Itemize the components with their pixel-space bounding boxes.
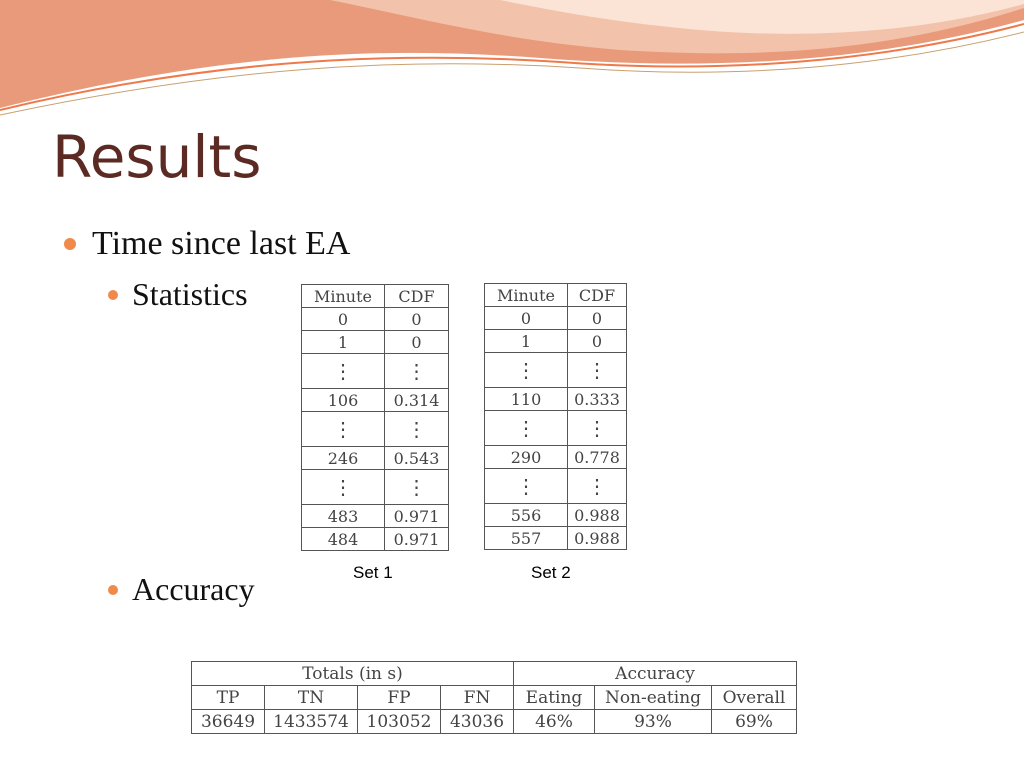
ellipsis-cell: ⋮ (385, 470, 449, 505)
ellipsis-cell: ⋮ (385, 354, 449, 389)
header-cell: TN (265, 686, 358, 710)
table-header-row (485, 284, 627, 307)
header-cell: FP (358, 686, 441, 710)
ellipsis-cell: ⋮ (302, 412, 385, 447)
cell: 0.333 (568, 388, 627, 411)
table-row (302, 389, 449, 412)
cell: 0 (568, 307, 627, 330)
bullet-accuracy (108, 571, 255, 608)
bullet-statistics-text: Statistics (132, 276, 248, 312)
cell: 106 (302, 389, 385, 412)
cell: 1 (302, 331, 385, 354)
bullet-dot-icon (64, 238, 76, 250)
cell: 0 (302, 308, 385, 331)
cdf-table-set1 (301, 284, 449, 551)
ellipsis-cell: ⋮ (485, 411, 568, 446)
table-row (302, 447, 449, 470)
cell: 0.778 (568, 446, 627, 469)
cell: 246 (302, 447, 385, 470)
table-row (485, 504, 627, 527)
cell: 69% (712, 710, 797, 734)
table-row (302, 505, 449, 528)
cell: 0 (385, 308, 449, 331)
table-row (302, 528, 449, 551)
bullet-dot-icon (108, 585, 118, 595)
table-row (485, 330, 627, 353)
cdf-table-set2 (484, 283, 627, 550)
ellipsis-cell: ⋮ (302, 354, 385, 389)
header-cell: Minute (485, 284, 568, 307)
caption-set2: Set 2 (531, 563, 571, 582)
cell: 0.971 (385, 505, 449, 528)
bullet-statistics (108, 276, 248, 313)
cell: 0 (385, 331, 449, 354)
ellipsis-cell: ⋮ (568, 411, 627, 446)
table-row (485, 388, 627, 411)
cell: 483 (302, 505, 385, 528)
group-header-accuracy: Accuracy (514, 662, 797, 686)
group-header-totals: Totals (in s) (192, 662, 514, 686)
header-cell: Overall (712, 686, 797, 710)
cell: 0.971 (385, 528, 449, 551)
cell: 556 (485, 504, 568, 527)
cell: 290 (485, 446, 568, 469)
table-row (302, 470, 449, 505)
header-cell: TP (192, 686, 265, 710)
bullet-main-text: Time since last EA (92, 225, 351, 262)
table-row (302, 331, 449, 354)
ellipsis-cell: ⋮ (385, 412, 449, 447)
cell: 0.314 (385, 389, 449, 412)
cell: 103052 (358, 710, 441, 734)
cell: 1 (485, 330, 568, 353)
bullet-accuracy-text: Accuracy (132, 571, 255, 607)
table-row (485, 446, 627, 469)
table-row (485, 469, 627, 504)
cell: 93% (595, 710, 712, 734)
cell: 36649 (192, 710, 265, 734)
table-row (485, 307, 627, 330)
table-row (485, 353, 627, 388)
table-header-row (302, 285, 449, 308)
bullet-dot-icon (108, 290, 118, 300)
cell: 0 (485, 307, 568, 330)
cell: 43036 (441, 710, 514, 734)
cell: 0 (568, 330, 627, 353)
table-row (302, 308, 449, 331)
cell: 0.988 (568, 527, 627, 550)
header-cell: FN (441, 686, 514, 710)
cell: 1433574 (265, 710, 358, 734)
cell: 46% (514, 710, 595, 734)
cell: 484 (302, 528, 385, 551)
table-row (192, 710, 797, 734)
bullet-time-since-last-ea (64, 225, 350, 263)
header-cell: CDF (568, 284, 627, 307)
header-cell: CDF (385, 285, 449, 308)
cell: 110 (485, 388, 568, 411)
accuracy-table (191, 661, 797, 734)
cell: 557 (485, 527, 568, 550)
ellipsis-cell: ⋮ (485, 469, 568, 504)
header-cell: Eating (514, 686, 595, 710)
caption-set1: Set 1 (353, 563, 393, 582)
table-row (302, 412, 449, 447)
table-row (485, 527, 627, 550)
header-cell: Non-eating (595, 686, 712, 710)
ellipsis-cell: ⋮ (568, 469, 627, 504)
cell: 0.543 (385, 447, 449, 470)
header-cell: Minute (302, 285, 385, 308)
cell: 0.988 (568, 504, 627, 527)
table-row (485, 411, 627, 446)
ellipsis-cell: ⋮ (302, 470, 385, 505)
slide-title: Results (52, 123, 262, 191)
table-row (302, 354, 449, 389)
header-wave-decoration (0, 0, 1024, 130)
ellipsis-cell: ⋮ (485, 353, 568, 388)
ellipsis-cell: ⋮ (568, 353, 627, 388)
table-header-row (192, 686, 797, 710)
table-group-header-row (192, 662, 797, 686)
